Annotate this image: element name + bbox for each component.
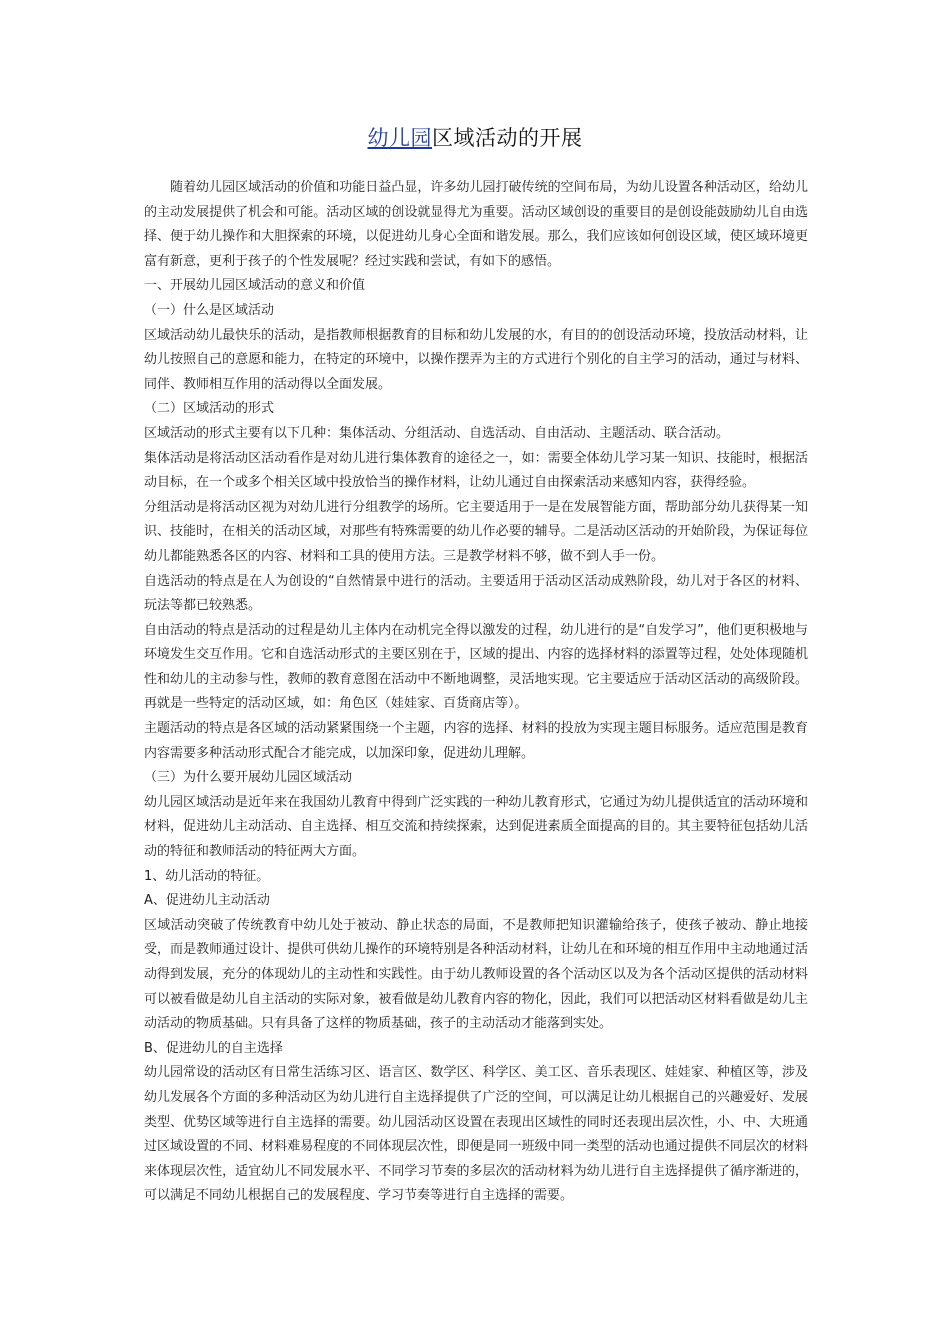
subsection-heading-1: （一）什么是区域活动 — [144, 302, 275, 318]
list-subheading-b: B、促进幼儿的自主选择 — [144, 1040, 283, 1056]
paragraph: 幼儿园常设的活动区有日常生活练习区、语言区、数学区、科学区、美工区、音乐表现区、娃娃家、种植区等，涉及幼儿发展各个方面的多种活动区为幼儿进行自主选择提供了广泛的空间，可以满足让幼儿根据自己的兴趣爱好、发展类型、优势区域等进行自主选择的需要。幼儿园活动区设置在表现出区域性的同时还表现出层次性，小、中、大班通过区域设置的不同、材料难易程度的不同体现层次性，即便是同一班级中同一类型的活动也通过提供不同层次的材料来体现层次性，适宜幼儿不同发展水平、不同学习节奏的多层次的活动材料为幼儿进行自主选择提供了循序渐进的，可以满足不同幼儿根据自己的发展程度、学习节奏等进行自主选择的需要。 — [144, 1065, 808, 1204]
subsection-heading-3: （三）为什么要开展幼儿园区域活动 — [144, 770, 353, 786]
title-text: 区域活动的开展 — [432, 126, 583, 150]
paragraph: 主题活动的特点是各区域的活动紧紧围绕一个主题，内容的选择、材料的投放为实现主题目标服务。适应范围是教育内容需要多种活动形式配合才能完成，以加深印象，促进幼儿理解。 — [144, 721, 808, 761]
list-heading: 1、幼儿活动的特征。 — [144, 868, 270, 884]
paragraph: 分组活动是将活动区视为对幼儿进行分组教学的场所。它主要适用于一是在发展智能方面，帮助部分幼儿获得某一知识、技能时，在相关的活动区域，对那些有特殊需要的幼儿作必要的辅导。二是活动区活动的开始阶段，为保证每位幼儿都能熟悉各区的内容、材料和工具的使用方法。三是教学材料不够，做不到人手一份。 — [144, 499, 808, 564]
paragraph: 集体活动是将活动区活动看作是对幼儿进行集体教育的途径之一，如：需要全体幼儿学习某一知识、技能时，根据活动目标，在一个或多个相关区域中投放恰当的操作材料，让幼儿通过自由探索活动来感知内容，获得经验。 — [144, 450, 808, 491]
section-heading-1: 一、开展幼儿园区域活动的意义和价值 — [144, 278, 366, 294]
document-body — [144, 176, 808, 1209]
title-link[interactable]: 幼儿园 — [367, 126, 432, 150]
document-title — [0, 122, 950, 152]
intro-paragraph: 随着幼儿园区域活动的价值和功能日益凸显，许多幼儿园打破传统的空间布局，为幼儿设置各种活动区，给幼儿的主动发展提供了机会和可能。活动区域的创设就显得尤为重要。活动区域创设的重要目的是创设能鼓励幼儿自由选择、便于幼儿操作和大胆探索的环境，以促进幼儿身心全面和谐发展。那么，我们应该如何创设区域，使区域环境更富有新意，更利于孩子的个性发展呢？经过实践和尝试，有如下的感悟。 — [144, 180, 808, 269]
paragraph: 自选活动的特点是在人为创设的“自然情景中进行的活动。主要适用于活动区活动成熟阶段，幼儿对于各区的材料、玩法等都已较熟悉。 — [144, 573, 808, 614]
paragraph: 区域活动幼儿最快乐的活动，是指教师根据教育的目标和幼儿发展的水，有目的的创设活动环境，投放活动材料，让幼儿按照自己的意愿和能力，在特定的环境中，以操作摆弄为主的方式进行个别化的自主学习的活动，通过与材料、同伴、教师相互作用的活动得以全面发展。 — [144, 327, 808, 392]
subsection-heading-2: （二）区域活动的形式 — [144, 401, 275, 417]
paragraph: 区域活动的形式主要有以下几种：集体活动、分组活动、自选活动、自由活动、主题活动、联合活动。 — [144, 425, 730, 441]
paragraph: 区域活动突破了传统教育中幼儿处于被动、静止状态的局面，不是教师把知识灌输给孩子，使孩子被动、静止地接受，而是教师通过设计、提供可供幼儿操作的环境特别是各种活动材料，让幼儿在和环境的相互作用中主动地通过活动得到发展，充分的体现幼儿的主动性和实践性。由于幼儿教师设置的各个活动区以及为各个活动区提供的活动材料可以被看做是幼儿自主活动的实际对象，被看做是幼儿教育内容的物化，因此，我们可以把活动区材料看做是幼儿主动活动的物质基础。只有具备了这样的物质基础，孩子的主动活动才能落到实处。 — [144, 917, 808, 1032]
paragraph: 自由活动的特点是活动的过程是幼儿主体内在动机完全得以激发的过程，幼儿进行的是“自发学习”，他们更积极地与环境发生交互作用。它和自选活动形式的主要区别在于，区域的提出、内容的选择材料的添置等过程，处处体现随机性和幼儿的主动参与性，教师的教育意图在活动中不断地调整，灵活地实现。它主要适应于活动区活动的高级阶段。再就是一些特定的活动区域，如：角色区（娃娃家、百货商店等）。 — [144, 622, 808, 712]
paragraph: 幼儿园区域活动是近年来在我国幼儿教育中得到广泛实践的一种幼儿教育形式，它通过为幼儿提供适宜的活动环境和材料，促进幼儿主动活动、自主选择、相互交流和持续探索，达到促进素质全面提高的目的。其主要特征包括幼儿活动的特征和教师活动的特征两大方面。 — [144, 794, 808, 860]
list-subheading-a: A、促进幼儿主动活动 — [144, 893, 270, 909]
